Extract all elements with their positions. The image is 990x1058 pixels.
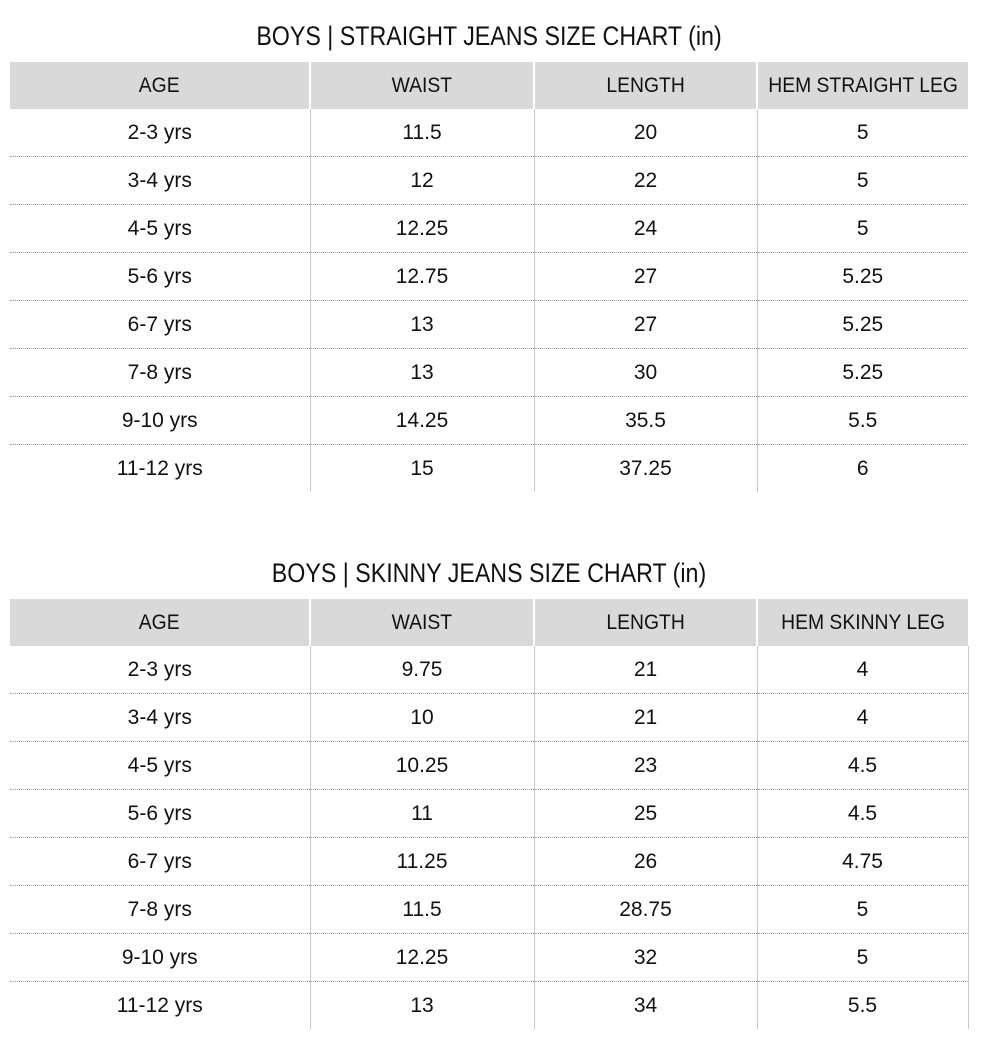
- cell-waist: 12.75: [310, 253, 534, 301]
- header-row: [10, 599, 968, 646]
- cell-age: 7-8 yrs: [10, 349, 310, 397]
- cell-length: 25: [534, 790, 757, 838]
- cell-length: 27: [534, 301, 757, 349]
- chart-title: BOYS | SKINNY JEANS SIZE CHART (in): [271, 558, 707, 588]
- table-body: [10, 109, 968, 492]
- column-header-hem: HEM STRAIGHT LEG: [757, 62, 968, 109]
- column-header-age: AGE: [10, 599, 310, 646]
- cell-age: 4-5 yrs: [10, 742, 310, 790]
- cell-waist: 12.25: [310, 934, 534, 982]
- column-header-waist: WAIST: [310, 62, 534, 109]
- table-row: [10, 349, 968, 397]
- cell-waist: 15: [310, 445, 534, 493]
- cell-hem: 5.25: [757, 301, 968, 349]
- cell-waist: 9.75: [310, 646, 534, 694]
- cell-length: 28.75: [534, 886, 757, 934]
- cell-age: 5-6 yrs: [10, 253, 310, 301]
- table-row: [10, 157, 968, 205]
- table-row: [10, 886, 968, 934]
- cell-hem: 5: [757, 886, 968, 934]
- cell-hem: 5: [757, 109, 968, 157]
- table-body: [10, 646, 968, 1029]
- cell-age: 2-3 yrs: [10, 646, 310, 694]
- cell-age: 4-5 yrs: [10, 205, 310, 253]
- table-row: [10, 445, 968, 493]
- cell-age: 3-4 yrs: [10, 694, 310, 742]
- table-row: [10, 205, 968, 253]
- cell-hem: 4.5: [757, 742, 968, 790]
- cell-length: 27: [534, 253, 757, 301]
- cell-age: 5-6 yrs: [10, 790, 310, 838]
- cell-length: 35.5: [534, 397, 757, 445]
- table-row: [10, 301, 968, 349]
- cell-age: 7-8 yrs: [10, 886, 310, 934]
- cell-age: 9-10 yrs: [10, 397, 310, 445]
- cell-age: 3-4 yrs: [10, 157, 310, 205]
- table-row: [10, 646, 968, 694]
- cell-waist: 11.25: [310, 838, 534, 886]
- table-row: [10, 838, 968, 886]
- cell-hem: 5: [757, 205, 968, 253]
- cell-hem: 5.5: [757, 397, 968, 445]
- cell-length: 24: [534, 205, 757, 253]
- size-table: [10, 599, 969, 1029]
- cell-waist: 11.5: [310, 109, 534, 157]
- cell-length: 20: [534, 109, 757, 157]
- cell-waist: 11: [310, 790, 534, 838]
- cell-length: 30: [534, 349, 757, 397]
- cell-length: 34: [534, 982, 757, 1030]
- table-row: [10, 109, 968, 157]
- cell-waist: 12: [310, 157, 534, 205]
- header-row: [10, 62, 968, 109]
- column-header-age: AGE: [10, 62, 310, 109]
- cell-waist: 13: [310, 301, 534, 349]
- table-row: [10, 253, 968, 301]
- cell-length: 21: [534, 694, 757, 742]
- cell-waist: 12.25: [310, 205, 534, 253]
- table-row: [10, 982, 968, 1030]
- cell-age: 6-7 yrs: [10, 301, 310, 349]
- column-header-length: LENGTH: [534, 599, 757, 646]
- cell-hem: 5.25: [757, 253, 968, 301]
- cell-age: 6-7 yrs: [10, 838, 310, 886]
- skinny-jeans-size-chart: [10, 553, 968, 1029]
- cell-hem: 5.5: [757, 982, 968, 1030]
- table-row: [10, 694, 968, 742]
- cell-length: 32: [534, 934, 757, 982]
- table-row: [10, 790, 968, 838]
- chart-title: BOYS | STRAIGHT JEANS SIZE CHART (in): [256, 21, 722, 51]
- cell-hem: 5: [757, 157, 968, 205]
- cell-waist: 13: [310, 982, 534, 1030]
- column-header-length: LENGTH: [534, 62, 757, 109]
- cell-length: 37.25: [534, 445, 757, 493]
- cell-age: 9-10 yrs: [10, 934, 310, 982]
- cell-hem: 5: [757, 934, 968, 982]
- cell-hem: 4: [757, 646, 968, 694]
- cell-waist: 13: [310, 349, 534, 397]
- cell-age: 11-12 yrs: [10, 445, 310, 493]
- cell-waist: 11.5: [310, 886, 534, 934]
- column-header-hem: HEM SKINNY LEG: [757, 599, 968, 646]
- cell-waist: 10.25: [310, 742, 534, 790]
- cell-waist: 14.25: [310, 397, 534, 445]
- cell-hem: 4.75: [757, 838, 968, 886]
- cell-length: 23: [534, 742, 757, 790]
- column-header-waist: WAIST: [310, 599, 534, 646]
- cell-hem: 4.5: [757, 790, 968, 838]
- cell-age: 2-3 yrs: [10, 109, 310, 157]
- straight-jeans-size-chart: [10, 16, 968, 492]
- table-row: [10, 742, 968, 790]
- table-row: [10, 397, 968, 445]
- cell-length: 22: [534, 157, 757, 205]
- cell-hem: 6: [856, 456, 869, 480]
- size-table: [10, 62, 968, 492]
- cell-age: 11-12 yrs: [10, 982, 310, 1030]
- table-row: [10, 934, 968, 982]
- cell-hem: 5.25: [757, 349, 968, 397]
- cell-waist: 10: [310, 694, 534, 742]
- cell-length: 21: [534, 646, 757, 694]
- cell-length: 26: [534, 838, 757, 886]
- cell-hem: 4: [757, 694, 968, 742]
